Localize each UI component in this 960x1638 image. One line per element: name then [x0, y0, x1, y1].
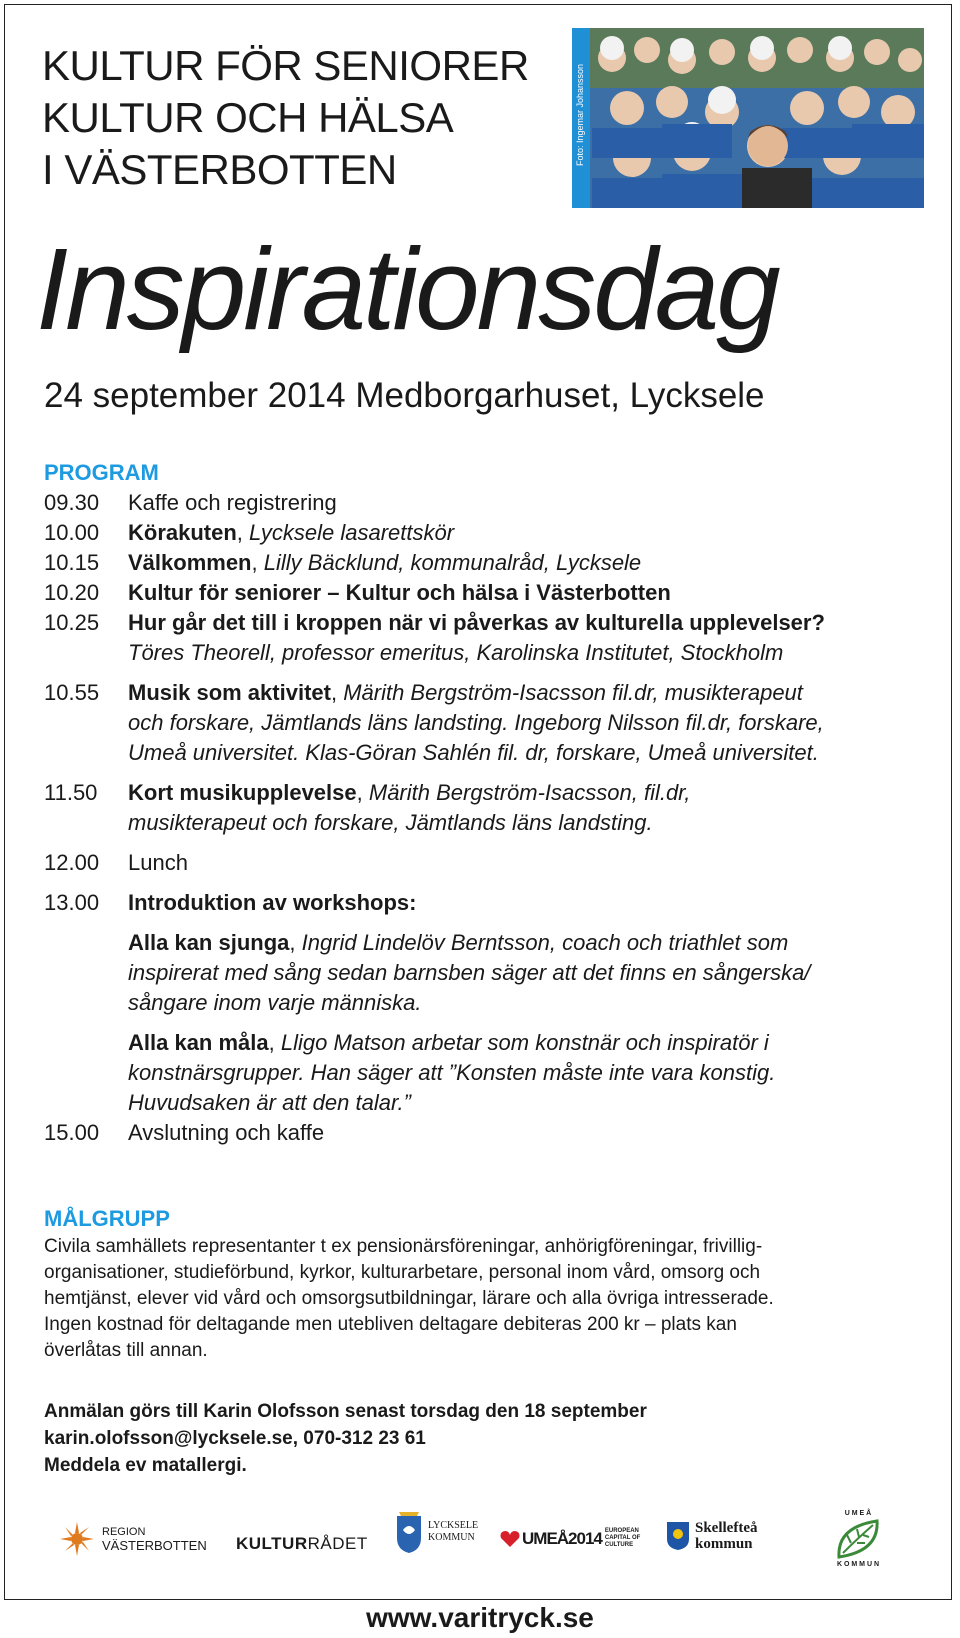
- program-bold: Körakuten: [128, 520, 237, 545]
- umea2014-logo: [500, 1528, 641, 1549]
- program-item: [44, 888, 924, 918]
- program-time: 09.30: [44, 490, 100, 515]
- region-logo-line1: REGION: [102, 1526, 146, 1538]
- workshop-item: [44, 928, 924, 958]
- program-sep: ,: [236, 520, 250, 545]
- header-line-3: I VÄSTERBOTTEN: [42, 146, 397, 193]
- target-text: [44, 1234, 924, 1364]
- target-heading: MÅLGRUPP: [44, 1206, 170, 1231]
- signup-line: Anmälan görs till Karin Olofsson senast torsdag den 18 september: [44, 1401, 647, 1422]
- program-bold: Hur går det till i kroppen när vi påverkas av kulturella upplevelser?: [128, 610, 825, 635]
- program-time: 10.25: [44, 610, 100, 635]
- skelleftea-logo-line1: Skellefteå: [695, 1520, 758, 1536]
- program-item: [44, 578, 924, 608]
- program-bold: Kultur för seniorer – Kultur och hälsa i Västerbotten: [128, 580, 671, 605]
- workshop-bold: Alla kan sjunga: [128, 930, 290, 955]
- leaf-icon: [833, 1517, 883, 1561]
- lycksele-logo-line2: KOMMUN: [428, 1532, 475, 1543]
- workshop-sep: ,: [289, 930, 302, 955]
- signup-line: Meddela ev matallergi.: [44, 1455, 247, 1476]
- workshop-italic-line: Huvudsaken är att den talar.”: [128, 1090, 411, 1115]
- umea-kommun-logo: [828, 1510, 888, 1568]
- program-sep: ,: [330, 680, 344, 705]
- target-line: hemtjänst, elever vid vård och omsorgsutbildningar, lärare och alla övriga intresserade.: [44, 1288, 774, 1309]
- program-text: Lunch: [128, 850, 188, 875]
- workshop-item: [44, 1028, 924, 1058]
- program-item: [44, 848, 924, 878]
- signup-info: [44, 1398, 647, 1479]
- program-time: 10.20: [44, 580, 100, 605]
- program-italic: Lycksele lasarettskör: [249, 520, 455, 545]
- program-time: 12.00: [44, 850, 100, 875]
- program-bold: Introduktion av workshops:: [128, 890, 417, 915]
- program-sep: ,: [356, 780, 369, 805]
- program-italic: Märith Bergström-Isacsson, fil.dr,: [368, 780, 691, 805]
- target-line: Ingen kostnad för deltagande men utebliven deltagare debiteras 200 kr – plats kan: [44, 1314, 737, 1335]
- workshop-italic-line: inspirerat med sång sedan barnsben säger att det finns en sångerska/: [128, 960, 811, 985]
- header-line-1: KULTUR FÖR SENIORER: [42, 42, 529, 89]
- coat-of-arms-icon: [395, 1510, 423, 1554]
- target-line: överlåtas till annan.: [44, 1340, 208, 1361]
- date-location: 24 september 2014 Medborgarhuset, Lycksele: [44, 376, 765, 415]
- program-item: [44, 518, 924, 548]
- program-bold: Musik som aktivitet: [128, 680, 331, 705]
- program-item: [44, 548, 924, 578]
- program-bold: Kort musikupplevelse: [128, 780, 357, 805]
- program-italic-line: Töres Theorell, professor emeritus, Karolinska Institutet, Stockholm: [128, 640, 784, 665]
- target-line: Civila samhällets representanter t ex pensionärsföreningar, anhörigföreningar, frivillig-: [44, 1236, 763, 1257]
- sponsor-logos: [60, 1510, 920, 1580]
- header-heading: [42, 40, 529, 196]
- photo-credit-text: Foto: Ingemar Johansson: [575, 63, 585, 167]
- program-time: 10.15: [44, 550, 100, 575]
- region-logo-line2: VÄSTERBOTTEN: [102, 1538, 207, 1553]
- program-time: 13.00: [44, 890, 100, 915]
- lycksele-logo-line1: LYCKSELE: [428, 1520, 479, 1531]
- workshop-italic-line: konstnärsgrupper. Han säger att ”Konsten måste inte vara konstig.: [128, 1060, 776, 1085]
- lycksele-kommun-logo: [395, 1510, 478, 1554]
- program-item: [44, 778, 924, 808]
- kulturradet-logo-b: RÅDET: [307, 1534, 368, 1553]
- program-italic-line: Umeå universitet. Klas-Göran Sahlén fil. dr, forskare, Umeå universitet.: [128, 740, 819, 765]
- target-line: organisationer, studieförbund, kyrkor, kulturarbetare, personal inom vård, omsorg och: [44, 1262, 761, 1283]
- signup-contact[interactable]: karin.olofsson@lycksele.se, 070-312 23 61: [44, 1428, 426, 1449]
- skelleftea-kommun-logo: [666, 1520, 757, 1552]
- choir-photo-image: [572, 28, 924, 208]
- umea2014-logo-text: UMEÅ2014: [522, 1528, 602, 1548]
- program-time: 10.55: [44, 680, 100, 705]
- skelleftea-logo-line2: kommun: [695, 1536, 753, 1552]
- program-italic: Märith Bergström-Isacsson fil.dr, musikterapeut: [343, 680, 803, 705]
- program-item: [44, 488, 924, 518]
- region-vasterbotten-logo: [60, 1522, 207, 1556]
- footer-url[interactable]: www.varitryck.se: [366, 1602, 594, 1633]
- program-item: [44, 678, 924, 708]
- page-title: Inspirationsdag: [36, 224, 778, 354]
- program-italic-line: och forskare, Jämtlands läns landsting. Ingeborg Nilsson fil.dr, forskare,: [128, 710, 824, 735]
- program-sep: ,: [251, 550, 264, 575]
- workshop-italic-line: sångare inom varje människa.: [128, 990, 422, 1015]
- shield-icon: [666, 1521, 690, 1551]
- program-heading: PROGRAM: [44, 460, 159, 485]
- program-item: [44, 608, 924, 638]
- program-item: [44, 1118, 924, 1148]
- workshop-italic: Ingrid Lindelöv Berntsson, coach och triathlet som: [301, 930, 789, 955]
- program-time: 15.00: [44, 1120, 100, 1145]
- choir-photo: [572, 28, 924, 208]
- program-italic: Lilly Bäcklund, kommunalråd, Lycksele: [263, 550, 642, 575]
- workshop-bold: Alla kan måla: [128, 1030, 269, 1055]
- umea-logo-top: U M E Å: [844, 1510, 872, 1517]
- program-text: Kaffe och registrering: [128, 490, 337, 515]
- kulturradet-logo: [236, 1534, 368, 1554]
- program-list: [44, 488, 924, 1148]
- workshop-italic: Lligo Matson arbetar som konstnär och inspiratör i: [280, 1030, 769, 1055]
- program-time: 10.00: [44, 520, 100, 545]
- kulturradet-logo-a: KULTUR: [236, 1534, 308, 1553]
- photo-credit: [572, 28, 590, 208]
- heart-icon: [500, 1530, 520, 1548]
- program-time: 11.50: [44, 780, 98, 805]
- sun-icon: [60, 1522, 94, 1556]
- umea-logo-bottom: K O M M U N: [837, 1561, 879, 1568]
- workshop-sep: ,: [268, 1030, 281, 1055]
- umea2014-logo-small: EUROPEAN CAPITAL OF CULTURE: [604, 1528, 641, 1548]
- program-text: Avslutning och kaffe: [128, 1120, 325, 1145]
- program-italic-line: musikterapeut och forskare, Jämtlands läns landsting.: [128, 810, 653, 835]
- program-bold: Välkommen: [128, 550, 252, 575]
- header-line-2: KULTUR OCH HÄLSA: [42, 94, 454, 141]
